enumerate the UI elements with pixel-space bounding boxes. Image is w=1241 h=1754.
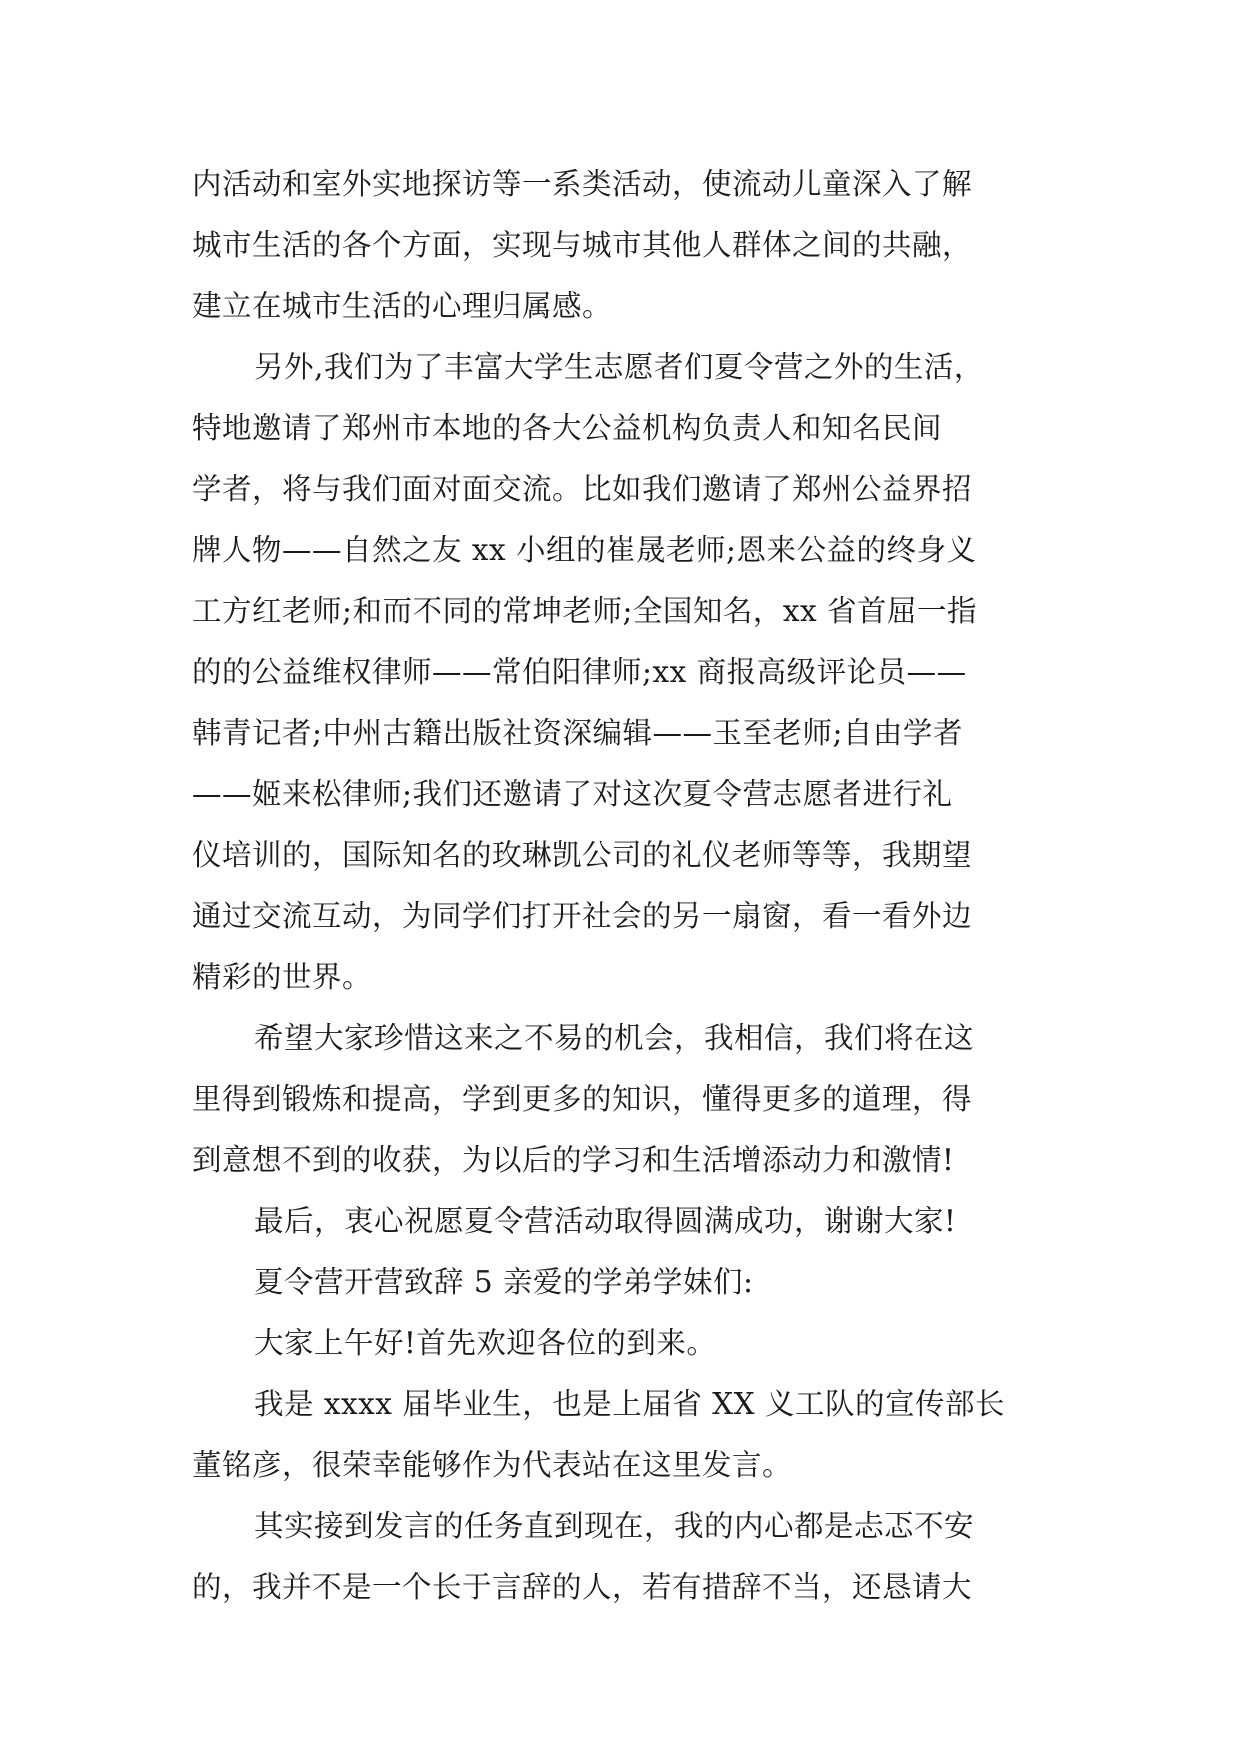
- text-line: 通过交流互动，为同学们打开社会的另一扇窗，看一看外边: [192, 899, 973, 933]
- paragraph-3: [192, 1008, 1052, 1191]
- text-line: 精彩的世界。: [192, 960, 373, 994]
- text-line: 夏令营开营致辞 5 亲爱的学弟学妹们:: [254, 1265, 754, 1299]
- text-line: 城市生活的各个方面，实现与城市其他人群体之间的共融，: [192, 228, 973, 262]
- paragraph-2: [192, 337, 1052, 1008]
- text-line: 特地邀请了郑州市本地的各大公益机构负责人和知名民间: [192, 411, 943, 445]
- text-line: 我是 xxxx 届毕业生，也是上届省 XX 义工队的宣传部长: [254, 1387, 1006, 1421]
- text-line: 的，我并不是一个长于言辞的人，若有措辞不当，还恳请大: [192, 1570, 973, 1604]
- text-line: 学者，将与我们面对面交流。比如我们邀请了郑州公益界招: [192, 472, 973, 506]
- text-line: 里得到锻炼和提高，学到更多的知识，懂得更多的道理，得: [192, 1082, 973, 1116]
- text-line: 韩青记者;中州古籍出版社资深编辑——玉至老师;自由学者: [192, 716, 963, 750]
- text-line: 工方红老师;和而不同的常坤老师;全国知名，xx 省首屈一指: [192, 594, 978, 628]
- text-line: 的的公益维权律师——常伯阳律师;xx 商报高级评论员——: [192, 655, 967, 689]
- document-body: [192, 154, 1052, 1618]
- text-line: 董铭彦，很荣幸能够作为代表站在这里发言。: [192, 1448, 793, 1482]
- paragraph-1: [192, 154, 1052, 337]
- paragraph-5: [192, 1252, 1052, 1313]
- paragraph-7: [192, 1374, 1052, 1496]
- text-line: 仪培训的，国际知名的玫琳凯公司的礼仪老师等等，我期望: [192, 838, 973, 872]
- text-line: 大家上午好!首先欢迎各位的到来。: [254, 1326, 717, 1360]
- text-line: ——姬来松律师;我们还邀请了对这次夏令营志愿者进行礼: [192, 777, 953, 811]
- text-line: 建立在城市生活的心理归属感。: [192, 289, 613, 323]
- text-line: 希望大家珍惜这来之不易的机会，我相信，我们将在这: [254, 1021, 975, 1055]
- text-line: 另外,我们为了丰富大学生志愿者们夏令营之外的生活，: [254, 350, 984, 384]
- paragraph-4: [192, 1191, 1052, 1252]
- paragraph-8: [192, 1496, 1052, 1618]
- text-line: 最后，衷心祝愿夏令营活动取得圆满成功，谢谢大家!: [254, 1204, 957, 1238]
- text-line: 其实接到发言的任务直到现在，我的内心都是忐忑不安: [254, 1509, 975, 1543]
- text-line: 内活动和室外实地探访等一系类活动，使流动儿童深入了解: [192, 167, 973, 201]
- text-line: 牌人物——自然之友 xx 小组的崔晟老师;恩来公益的终身义: [192, 533, 977, 567]
- text-line: 到意想不到的收获，为以后的学习和生活增添动力和激情!: [192, 1143, 955, 1177]
- paragraph-6: [192, 1313, 1052, 1374]
